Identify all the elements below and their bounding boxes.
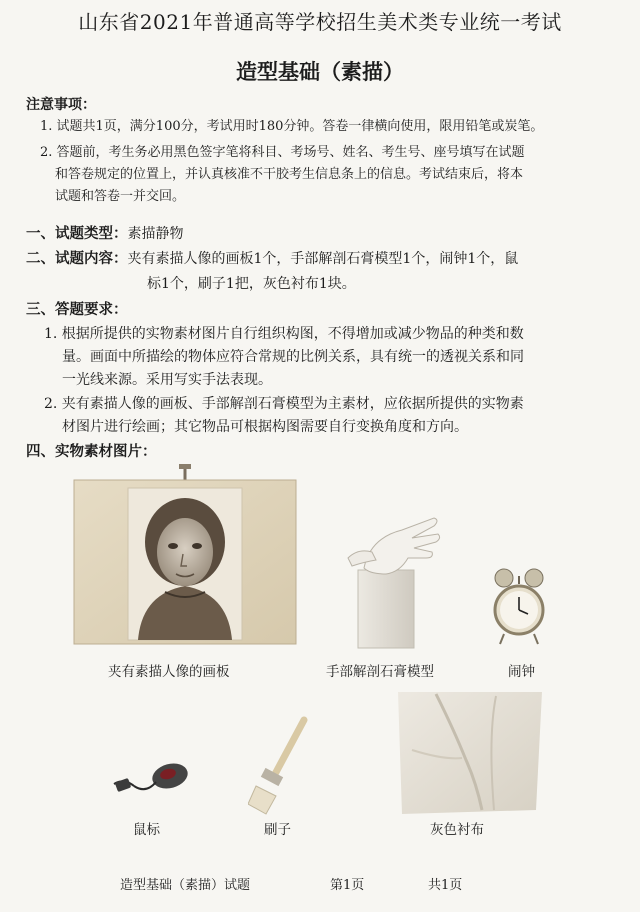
caption-drawing-board: 夹有素描人像的画板 <box>108 664 230 680</box>
section-2-heading: 二、试题内容： <box>26 251 128 267</box>
caption-grey-cloth: 灰色衬布 <box>430 822 484 838</box>
section-4-heading: 四、实物素材图片： <box>26 444 157 460</box>
section-3-item-2-line-1: 2. 夹有素描人像的画板、手部解剖石膏模型为主素材，应依据所提供的实物素 <box>44 396 524 412</box>
footer-total-pages: 共1页 <box>428 878 463 893</box>
alarm-clock-image <box>490 566 548 648</box>
section-3-item-1-line-1: 1. 根据所提供的实物素材图片自行组织构图，不得增加或减少物品的种类和数 <box>44 326 524 342</box>
exam-title: 山东省2021年普通高等学校招生美术类专业统一考试 <box>78 10 562 34</box>
drawing-board-image <box>70 462 300 648</box>
footer-page-number: 第1页 <box>330 878 365 893</box>
section-3-item-1-line-2: 量。画面中所描绘的物体应符合常规的比例关系，具有统一的透视关系和同 <box>62 349 524 365</box>
grey-cloth-image <box>396 690 544 816</box>
note-item-2-line-2: 和答卷规定的位置上，并认真核准不干胶考生信息条上的信息。考试结束后，将本 <box>55 167 524 182</box>
section-3-heading: 三、答题要求： <box>26 302 128 318</box>
section-3-item-1-line-3: 一光线来源。采用写实手法表现。 <box>62 372 272 388</box>
caption-plaster-hand: 手部解剖石膏模型 <box>326 664 434 680</box>
plaster-hand-image <box>330 508 448 652</box>
section-3-item-2-line-2: 材图片进行绘画；其它物品可根据构图需要自行变换角度和方向。 <box>62 419 468 435</box>
caption-brush: 刷子 <box>264 822 291 838</box>
section-2 <box>26 247 518 272</box>
footer-exam-name: 造型基础（素描）试题 <box>120 878 251 893</box>
section-2-line-2: 标1个，刷子1把，灰色衬布1块。 <box>147 276 356 292</box>
caption-alarm-clock: 闹钟 <box>508 664 535 680</box>
caption-mouse: 鼠标 <box>133 822 160 838</box>
section-1-text: 素描静物 <box>127 226 184 242</box>
brush-image <box>248 716 310 816</box>
note-item-2-line-1: 2. 答题前，考生务必用黑色签字笔将科目、考场号、姓名、考生号、座号填写在试题 <box>40 145 525 160</box>
section-1-heading: 一、试题类型： <box>26 226 128 242</box>
exam-subtitle: 造型基础（素描） <box>236 60 404 84</box>
note-item-1: 1. 试题共1页，满分100分，考试用时180分钟。答卷一律横向使用，限用铅笔或炭笔。 <box>40 119 544 134</box>
section-1 <box>26 222 184 247</box>
section-2-line-1: 夹有素描人像的画板1个，手部解剖石膏模型1个，闹钟1个，鼠 <box>127 251 519 267</box>
mouse-image <box>110 758 194 808</box>
notes-heading: 注意事项： <box>26 97 96 113</box>
note-item-2-line-3: 试题和答卷一并交回。 <box>55 189 186 204</box>
